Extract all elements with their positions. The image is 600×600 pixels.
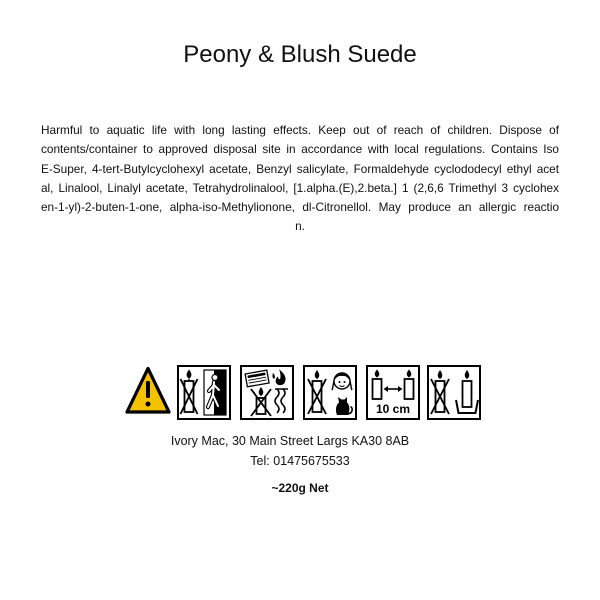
manufacturer-phone: Tel: 01475675533 [250, 454, 350, 468]
hazard-line: contents/container to approved disposal site in accordance with local regulations. Contains Iso [41, 142, 559, 157]
hazard-line: en-1-yl)-2-buten-1-one, alpha-iso-Methylionone, dl-Citronellol. May produce an allergic reactio [41, 200, 559, 215]
candle-in-holder-icon [456, 370, 478, 413]
exclamation-dot [146, 402, 151, 407]
warning-triangle-icon [125, 366, 171, 415]
hazard-line: E-Super, 4-tert-Butylcyclohexyl acetate, Benzyl salicylate, Formaldehyde cyclododecyl ethyl acet [41, 161, 559, 176]
fire-icon [272, 369, 285, 385]
double-arrow-icon [384, 386, 403, 392]
right-candle-icon [405, 370, 414, 400]
curtain-icon [275, 389, 288, 413]
warning-triangle-graphic [125, 366, 171, 415]
product-title: Peony & Blush Suede [183, 41, 417, 68]
crossed-out-candle-icon [431, 370, 449, 414]
walking-person-icon [208, 375, 219, 408]
exclamation-bar [146, 381, 150, 398]
crossed-out-candle-icon [251, 387, 271, 416]
net-weight: ~220g Net [271, 481, 329, 495]
keep-candles-apart-icon [366, 365, 420, 420]
hazard-line: n. [295, 219, 305, 234]
child-face-icon [332, 373, 352, 390]
cat-icon [336, 397, 352, 415]
keep-away-from-children-and-pets-icon [303, 365, 357, 420]
hazard-line: Harmful to aquatic life with long lasting effects. Keep out of reach of children. Dispose of [41, 123, 559, 137]
use-heat-resistant-holder-icon [427, 365, 481, 420]
manufacturer-address: Ivory Mac, 30 Main Street Largs KA30 8AB [170, 434, 410, 448]
hazard-line: al, Linalool, Linalyl acetate, Tetrahydrolinalool, [1.alpha.(E),2.beta.] 1 (2,6,6 Trimethyl 3 cyclohex [41, 180, 559, 195]
never-leave-candle-unattended-icon [177, 365, 231, 420]
hazard-statement [41, 121, 559, 237]
newspaper-icon [245, 370, 269, 387]
left-candle-icon [373, 370, 382, 400]
crossed-out-candle-icon [308, 370, 326, 414]
distance-label: 10 cm [375, 402, 411, 416]
keep-away-from-flammable-objects-icon [240, 365, 294, 420]
crossed-out-candle-icon [181, 370, 198, 415]
